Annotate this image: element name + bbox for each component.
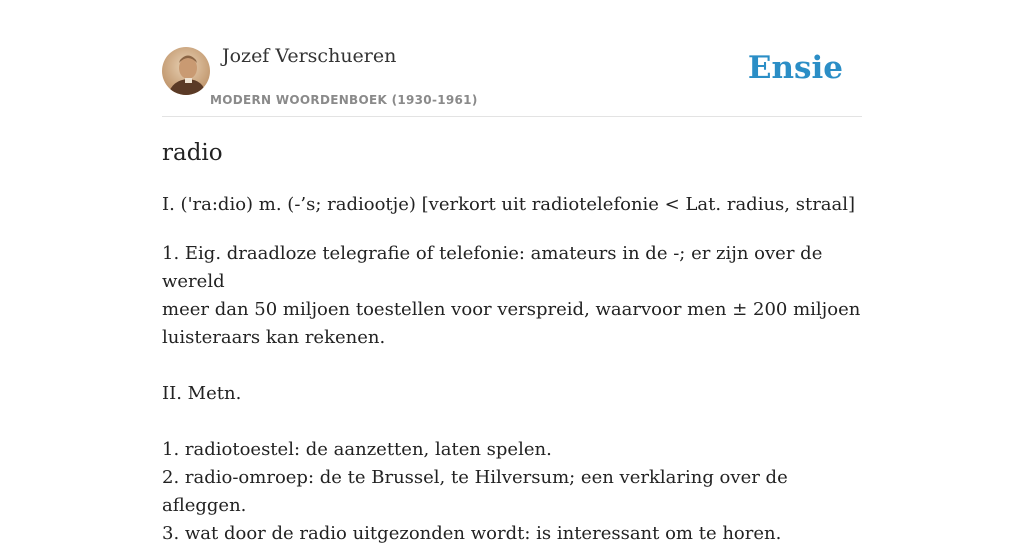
blank-line — [162, 408, 862, 436]
entry-header — [162, 0, 862, 117]
source-title[interactable]: MODERN WOORDENBOEK (1930-1961) — [210, 93, 478, 107]
portrait-icon — [162, 47, 210, 95]
definition-line: 1. Eig. draadloze telegrafie of telefonie: amateurs in de -; er zijn over de wereld — [162, 243, 823, 292]
entry-title: radio — [162, 140, 223, 166]
definition-line: 2. radio-omroep: de te Brussel, te Hilversum; een verklaring over de afleggen. — [162, 467, 788, 516]
definition-line: II. Metn. — [162, 383, 242, 404]
definition-line: 1. radiotoestel: de aanzetten, laten spelen. — [162, 439, 552, 460]
ensie-logo[interactable]: Ensie — [747, 50, 843, 86]
definition-line: luisteraars kan rekenen. — [162, 327, 386, 348]
author-name[interactable]: Jozef Verschueren — [222, 45, 397, 67]
definition-line: 3. wat door de radio uitgezonden wordt: is interessant om te horen. — [162, 523, 782, 544]
blank-line — [162, 352, 862, 380]
entry-body — [162, 240, 862, 548]
page — [162, 0, 862, 544]
author-avatar[interactable] — [162, 47, 210, 95]
definition-line: meer dan 50 miljoen toestellen voor verspreid, waarvoor men ± 200 miljoen — [162, 299, 861, 320]
entry-etymology: I. ('ra:dio) m. (-’s; radiootje) [verkort uit radiotelefonie < Lat. radius, straal] — [162, 194, 856, 215]
